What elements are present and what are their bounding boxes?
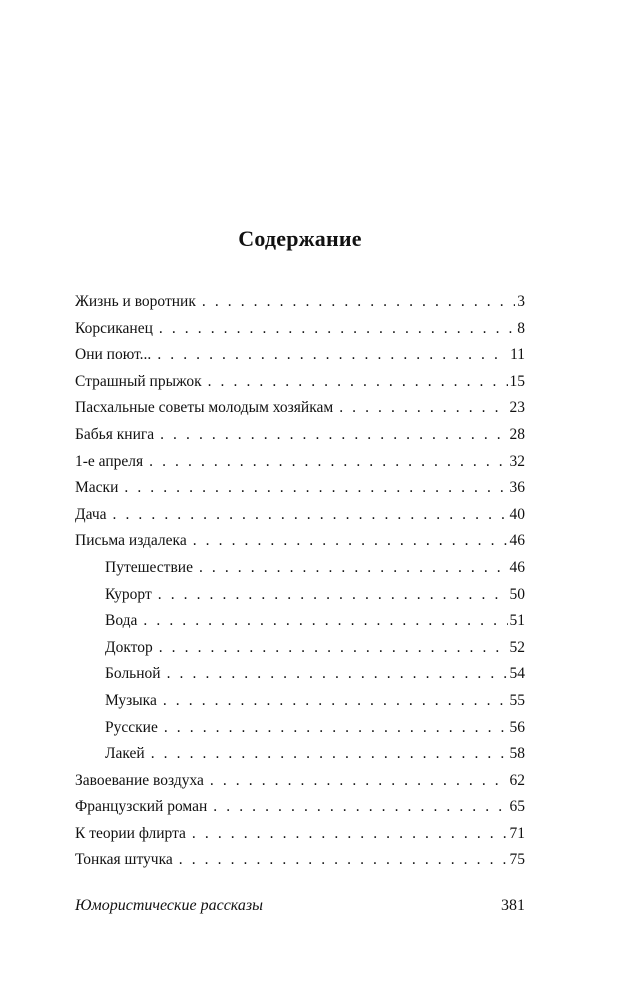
toc-subentry [75, 635, 525, 662]
toc-entry-page: 52 [509, 638, 525, 656]
toc-entry-label: 1-е апреля [75, 452, 144, 470]
toc-entry-label: Доктор [105, 638, 153, 656]
toc-entry-page: 46 [509, 558, 525, 576]
toc-entry-page: 56 [509, 718, 525, 736]
toc-leader-dots [192, 821, 508, 848]
toc-entry-label: Больной [105, 665, 161, 683]
toc-entry-label: Завоевание воздуха [75, 771, 204, 789]
toc-entry [75, 794, 525, 821]
toc-entry [75, 821, 525, 848]
toc-leader-dots [179, 847, 508, 874]
toc-entry [75, 847, 525, 874]
toc-entry-page: 32 [509, 452, 525, 470]
toc-leader-dots [339, 395, 507, 422]
toc-subentry [75, 555, 525, 582]
toc-entry-label: Корсиканец [75, 319, 153, 337]
toc-entry-page: 28 [509, 425, 525, 443]
toc-entry-label: Путешествие [105, 558, 193, 576]
toc-entry [75, 422, 525, 449]
toc-entry-label: Дача [75, 505, 107, 523]
toc-entry-label: Русские [105, 718, 158, 736]
toc-entry [75, 369, 525, 396]
toc-entry-page: 55 [509, 691, 525, 709]
toc-entry-page: 36 [509, 479, 525, 497]
toc-entry [75, 528, 525, 555]
toc-leader-dots [159, 316, 515, 343]
toc-list [75, 289, 525, 874]
toc-entry [75, 449, 525, 476]
toc-entry-page: 3 [517, 293, 525, 310]
toc-entry-label: Страшный прыжок [75, 372, 202, 390]
toc-entry [75, 502, 525, 529]
toc-leader-dots [193, 528, 508, 555]
toc-entry-page: 65 [509, 798, 525, 816]
toc-entry-label: Музыка [105, 691, 157, 709]
toc-leader-dots [210, 768, 508, 795]
toc-subentry [75, 608, 525, 635]
toc-leader-dots [151, 741, 508, 768]
toc-entry-label: Они поют... [75, 346, 152, 364]
toc-entry-label: Жизнь и воротник [75, 293, 196, 310]
toc-leader-dots [160, 422, 507, 449]
toc-entry-page: 15 [509, 372, 525, 390]
toc-subentry [75, 715, 525, 742]
toc-leader-dots [213, 794, 507, 821]
toc-entry-label: К теории флирта [75, 824, 186, 842]
toc-leader-dots [163, 688, 508, 715]
toc-entry [75, 395, 525, 422]
toc-entry-page: 11 [510, 346, 525, 364]
toc-entry-page: 50 [509, 585, 525, 603]
toc-entry [75, 316, 525, 343]
toc-entry-page: 40 [509, 505, 525, 523]
toc-entry-label: Вода [105, 612, 138, 630]
toc-leader-dots [199, 555, 508, 582]
toc-entry [75, 289, 525, 316]
toc-subentry [75, 661, 525, 688]
toc-entry [75, 475, 525, 502]
toc-entry-label: Бабья книга [75, 425, 155, 443]
toc-entry-page: 71 [509, 824, 525, 842]
toc-leader-dots [202, 289, 515, 316]
toc-entry-label: Тонкая штучка [75, 851, 173, 869]
toc-entry-label: Письма издалека [75, 532, 187, 550]
toc-leader-dots [167, 661, 508, 688]
toc-leader-dots [124, 475, 507, 502]
toc-leader-dots [149, 449, 507, 476]
toc-entry [75, 342, 525, 369]
toc-entry-page: 58 [509, 745, 525, 763]
toc-entry-page: 54 [509, 665, 525, 683]
toc-entry-label: Курорт [105, 585, 152, 603]
toc-entry-page: 23 [509, 399, 525, 417]
toc-entry-page: 46 [509, 532, 525, 550]
toc-leader-dots [158, 582, 508, 609]
toc-title: Содержание [238, 226, 362, 251]
toc-entry-label: Французский роман [75, 798, 208, 816]
toc-entry-label: Пасхальные советы молодым хозяйкам [75, 399, 334, 417]
toc-leader-dots [143, 608, 507, 635]
toc-entry-page: 62 [509, 771, 525, 789]
toc-entry-label: Лакей [105, 745, 145, 763]
toc-leader-dots [157, 342, 508, 369]
toc-subentry [75, 688, 525, 715]
toc-leader-dots [164, 715, 508, 742]
toc-leader-dots [113, 502, 508, 529]
page-number: 381 [501, 897, 525, 914]
toc-subentry [75, 741, 525, 768]
toc-entry-page: 8 [517, 319, 525, 337]
toc-entry-label: Маски [75, 479, 119, 497]
toc-entry-page: 51 [509, 612, 525, 630]
toc-leader-dots [208, 369, 508, 396]
toc-leader-dots [159, 635, 508, 662]
toc-entry [75, 768, 525, 795]
toc-entry-page: 75 [509, 851, 525, 869]
running-footer-title: Юмористические рассказы [75, 897, 263, 914]
toc-subentry [75, 582, 525, 609]
page-footer [75, 897, 525, 915]
